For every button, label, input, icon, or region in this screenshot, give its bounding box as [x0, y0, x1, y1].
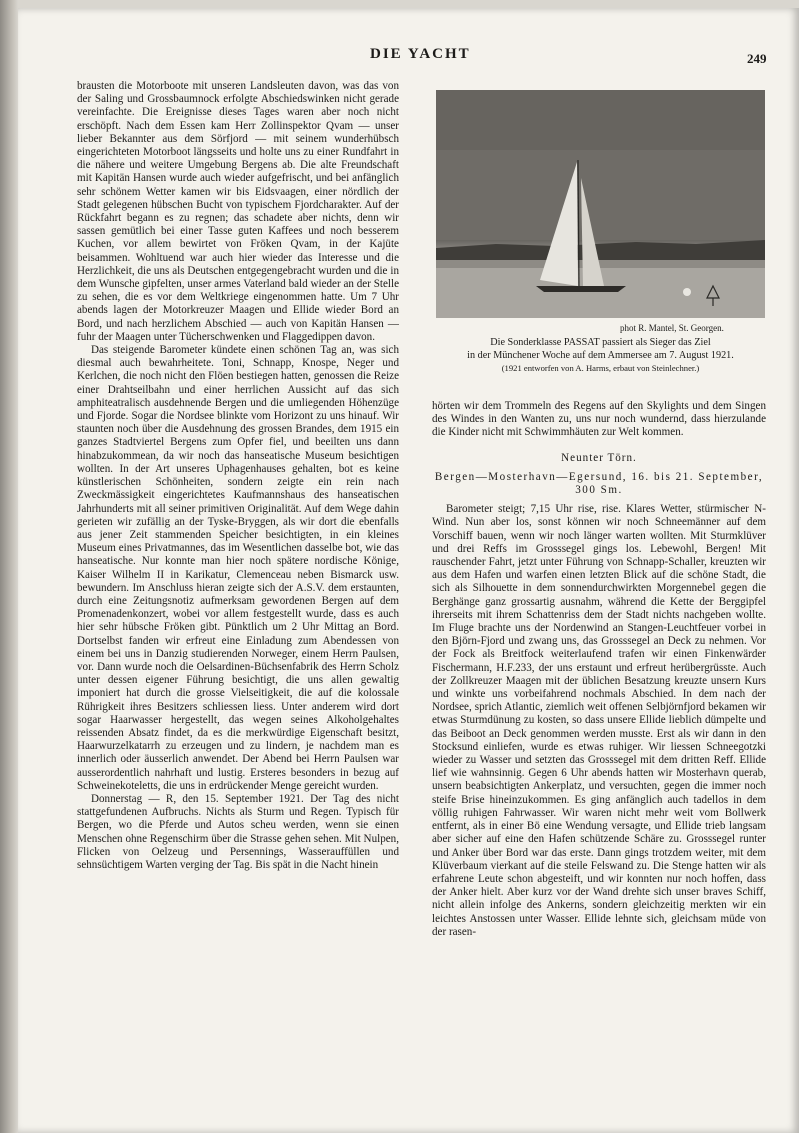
page-number: 249 — [747, 51, 767, 66]
left-text-column — [77, 80, 399, 1090]
right-intro-paragraph: hörten wir dem Trommeln des Regens auf den Skylights und dem Singen des Windes in den Wanten zu, uns nur noch wundernd, dass hierzulande die Kinder nicht mit Schwimmhäuten zur Welt kommen. — [432, 400, 766, 439]
photo-caption-line-1: Die Sonderklasse PASSAT passiert als Sieger das Ziel — [490, 337, 711, 348]
left-paragraph-3: Donnerstag — R, den 15. September 1921. Der Tag des nicht stattgefundenen Aufbruchs. Nichts als Sturm und Regen. Typisch für Bergen, wo die Pferde und Autos scheu werden, wenn sie einen Menschen ohne Regenschirm über die Strasse gehen sehen. Mit Nulpen, Flicken von Oelzeug und Persennings, Wasserauffüllen und sehnsüchtigem Warten verging der Tag. Bis spät in die Nacht hinein — [77, 792, 399, 871]
book-spine-shadow — [0, 0, 18, 1133]
photo-caption — [436, 336, 765, 375]
sailboat-photo — [436, 90, 765, 318]
left-paragraph-2: Das steigende Barometer kündete einen schönen Tag an, was sich diesmal auch bewahrheitete. Toni, Schnapp, Knospe, Neger und Kerlchen, die noch nicht den Flöen bestiegen hatten, genossen die Reize einer Drahtseilbahn und einer herrlichen Aussicht auf das sich amphiteatralisch ausdehnende Bergen und die umliegenden Höhenzüge und Fjorde. Sogar die Nordsee blinkte vom Horizont zu uns hinauf. Wir staunten noch über die Ausdehnung des grossen Brandes, dem 1915 ein ganzes Stadtviertel Bergens zum Opfer fiel, und beeilten uns dann hinabzukommean, da wir noch das hanseatische Museum besichtigen wollten. In der Art unseres Uphagenhauses gehalten, bot es keine künstlerischen Schönheiten, sondern zeigte ein rein nach Zweckmässigkeit eingerichtetes Kaufmannshaus des hanseatischen Jahrhunderts mit all seiner primitiven Originalität. Auf dem Wege dahin gerieten wir zufällig an der Tyske-Bryggen, als wir dort die ebenfalls aus jener Zeit stammenden Speicher besichtigten, in ein kleines Museum eines Privatmannes, das im Wesentlichen dasselbe bot, wie das hanseatische. Nur konnte man hier noch spätere nordische Könige, Kaiser Wilhelm II in Karikatur, Clemenceau neben Bismarck usw. bewundern. Im Anschluss hieran zeigte sich der A.S.V. dem erstaunten, durch eine Zeitungsnotiz aufmerksam gewordenen Bergen auf dem Promenadenkonzert, wobei vor allem festgestellt wurde, dass es auch hier sehr hübsche Fröken gibt. Pünktlich um 2 Uhr Mittag an Bord. Dortselbst fanden wir erfreut eine Einladung zum Abendessen von einem bei uns in Danzig studierenden Norweger, einem Herrn Paulsen, vor. Dann wurde noch die Oelsardinen-Büchsenfabrik des Herrn Scholz unter dessen eigener Führung besichtigt, die uns allen gewaltig imponiert hat durch die grosse Vielseitigkeit, die auf die kolossale Rührigkeit ihres Besitzers schliessen liess. Unter anderem wird dort sogar Haarwasser hergestellt, das wegen seines Alkoholgehaltes reissenden Absatz findet, da es die merkwürdige Eigenschaft besitzt, Haarwurzelkatarrh zu erzeugen und zu lindern, je nachdem man es innerlich oder äusserlich anwendet. Der Abend bei Herrn Paulsen war ausserordentlich nahrhaft und lustig. Ersteres besonders in bezug auf Schweinekoteletts, die uns in erdrückender Menge gereicht wurden. — [77, 344, 399, 792]
sailboat-photo-drawing — [436, 90, 765, 318]
photo-caption-note: (1921 entworfen von A. Harms, erbaut von Steinlechner.) — [501, 363, 700, 373]
left-paragraph-1: brausten die Motorboote mit unseren Landsleuten davon, was das von der Saling und Grossbaumnock erfolgte Abschiedswinken nicht gerade vereinfachte. Die Ereignisse dieses Tages waren aber noch nicht erschöpft. Nach dem Essen kam Herr Zollinspektor Qvam — unser lieber Bekannter aus dem Sörfjord — mit seinem wunderhübsch eingerichteten Motorboot längsseits und holte uns zu einer Rundfahrt in die nähere und weitere Umgebung Bergens ab. Die alte Freundschaft mit Kapitän Hansen wurde auch wieder aufgefrischt, und bei anfänglich sehr schönem Wetter kamen wir bis Eidsvaagen, einer nördlich der Stadt gelegenen hübschen Bucht von typischem Fjordcharakter. Auf der Rückfahrt begann es zu regnen; das schadete aber nichts, denn wir sassen gemütlich bei einer Tasse guten Kaffees und noch besserem Kuchen, vor allem bewirtet von Fröken Qvam, in der Kajüte beisammen. Wohltuend war auch hier wieder das Interesse und die Herzlichkeit, die uns als Deutschen entgegengebracht wurden und die in dem Wunsche gipfelten, unser armes Vaterland bald wieder an der Stelle zu sehen, die es vor dem Weltkriege eingenommen hatte. Um 7 Uhr abends lagen der Motorkreuzer Maagen und Ellide wieder Bord an Bord, und nach herzlichem Abschied — auch von Kapitän Hansen — fuhr der Maagen unter Tücherschwenken und Flaggedippen davon. — [77, 80, 399, 343]
route-heading: Bergen—Mosterhavn—Egersund, 16. bis 21. September, 300 Sm. — [434, 470, 764, 497]
photo-caption-line-2: in der Münchener Woche auf dem Ammersee am 7. August 1921. — [467, 350, 734, 361]
photo-credit: phot R. Mantel, St. Georgen. — [620, 323, 724, 333]
right-paragraph: Barometer steigt; 7,15 Uhr rise, rise. Klares Wetter, stürmischer N-Wind. Nun aber los, sonst können wir noch Schneemänner auf dem Vorschiff bauen, wenn wir noch länger warten wollten. Mit Sturmklüver und drei Reffs im Grosssegel gings los. Lebewohl, Bergen! Mit rauschender Fahrt, jetzt unter Führung von Schnapp-Schaller, kreuzten wir aus dem Hafen und warfen einen letzten Blick auf die schöne Stadt, die sich als Silhouette in dem sonnendurchwirkten Morgennebel gegen die Berghänge ganz grossartig ausnahm, während die Kette der Berggipfel ihrerseits mit ihrem Schattenriss dem der Stadt nichts nachgeben wollte. Im Fluge brachte uns der Nordenwind an Stangen-Leuchtfeuer vorbei in den Björn-Fjord und zwang uns, das Grosssegel an Deck zu nehmen. Vor der Fock als Breitfock weiterlaufend trafen wir einen Finkenwärder Fischermann, H.F.233, der uns erstaunt und erfreut herübergrüsste. Auch der Zollkreuzer Maagen mit der üblichen Besatzung kreuzte unsern Kurs und winkte uns vorbeifahrend nochmals Abschied. In dem nach der Nordsee, sprich Atlantic, ziemlich weit offenen Selbjörnfjord bekamen wir etwas Sturmdünung zu kosten, so dass unsere Ellide lieblich dümpelte und das Beiboot an Deck genommen werden musste. Erst als wir dann in den Stocksund einliefen, wurde es etwas ruhiger. Wir liessen Schneegotzki wieder zu Wasser und setzten das Grosssegel mit dem dritten Reff. Ellide lief wie wahnsinnig. Gegen 6 Uhr abends hatten wir Mosterhavn querab, unsern beabsichtigten Ankerplatz, und versuchten, gegen die immer noch steife Brise hineinzukommen. Es ging anfänglich auch tadellos in dem völlig ruhigen Fahrwasser. Wir waren nicht mehr weit vom Bollwerk entfernt, als in einer Bö eine Wendung versagte, und Ellide trieb langsam aber sicher auf eine den Hafen schützende Schäre zu. Grosssegel runter und Anker über Bord war das erste. Dann gings trotzdem weiter, mit dem Klüverbaum vierkant auf die steile Felswand zu. Die Stenge hatten wir als erfahrene Leute schon abgesteift, und wir konnten nur noch hoffen, dass der Anker hielt. Aber kurz vor der Wand drehte sich unser braves Schiff, nicht allein infolge des Ankerns, sondern gleichzeitig merkten wir ein leichtes Anstossen unter Wasser. Ellide lehnte sich, gleichsam müde von der rasen- — [432, 503, 766, 938]
section-heading: Neunter Törn. — [561, 451, 637, 464]
right-text-column — [432, 400, 766, 1090]
running-header-title: DIE YACHT — [370, 46, 471, 62]
